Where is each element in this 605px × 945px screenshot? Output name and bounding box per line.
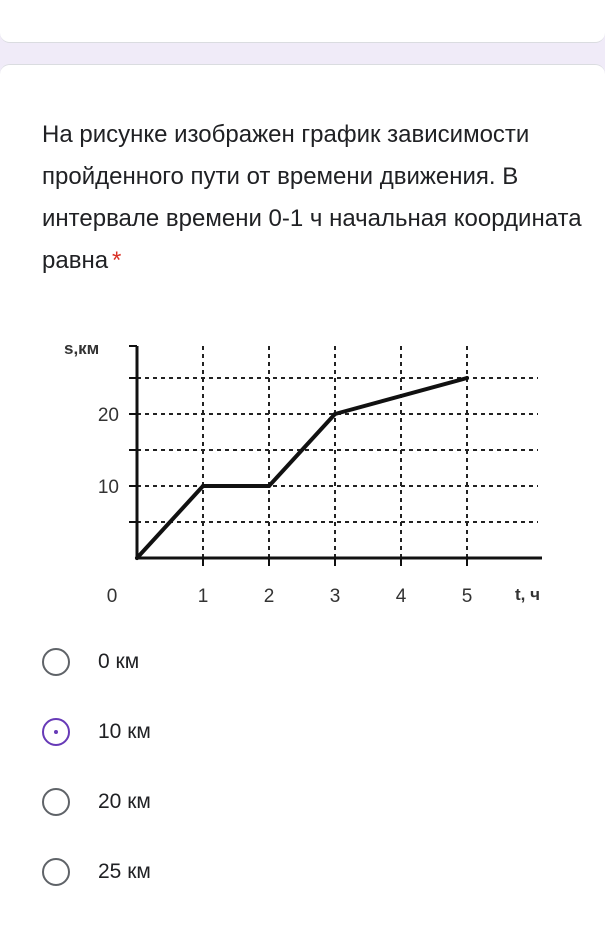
- origin-label: 0: [106, 586, 118, 607]
- distance-time-chart: [0, 320, 605, 620]
- question-text-block: [42, 114, 602, 282]
- option-20-km[interactable]: [42, 784, 342, 820]
- required-asterisk: *: [112, 247, 122, 274]
- data-point: [465, 376, 469, 380]
- x-tick-label: 3: [329, 586, 341, 607]
- x-tick-label: 2: [263, 586, 275, 607]
- y-axis-label: s,км: [64, 339, 100, 358]
- x-tick-label: 1: [197, 586, 209, 607]
- x-tick-label: 4: [395, 586, 407, 607]
- x-axis-label: t, ч: [515, 585, 540, 604]
- radio-button[interactable]: [42, 788, 70, 816]
- data-point: [333, 412, 337, 416]
- data-series-line: [137, 378, 467, 558]
- radio-button[interactable]: [42, 718, 70, 746]
- x-tick-label: 5: [461, 586, 473, 607]
- radio-button[interactable]: [42, 858, 70, 886]
- data-point: [267, 484, 271, 488]
- question-text: На рисунке изображен график зависимости пройденного пути от времени движения. В интервале времени 0-1 ч начальная координата равна: [42, 121, 582, 274]
- option-label: 10 км: [98, 720, 151, 743]
- option-label: 0 км: [98, 650, 140, 673]
- data-point: [135, 556, 139, 560]
- option-25-km[interactable]: [42, 854, 342, 890]
- option-0-km[interactable]: [42, 644, 342, 680]
- previous-question-card: [0, 0, 605, 43]
- y-tick-label: 20: [97, 405, 119, 426]
- radio-button[interactable]: [42, 648, 70, 676]
- option-10-km[interactable]: [42, 714, 342, 750]
- option-label: 25 км: [98, 860, 151, 883]
- data-point: [201, 484, 205, 488]
- option-label: 20 км: [98, 790, 151, 813]
- y-tick-label: 10: [97, 477, 119, 498]
